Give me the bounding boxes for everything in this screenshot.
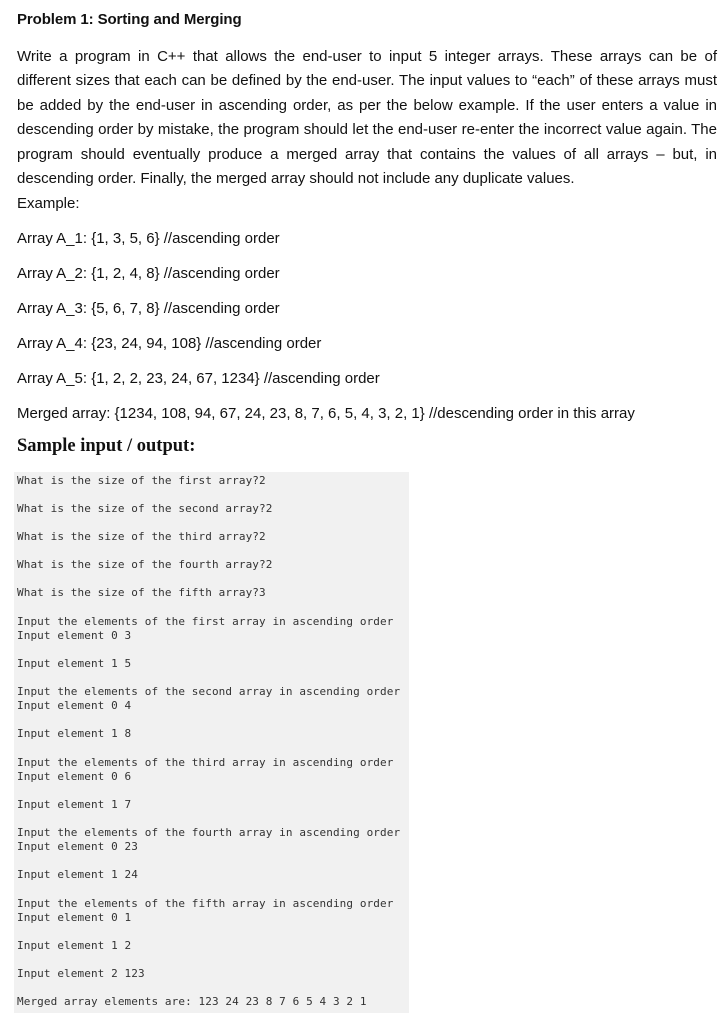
console-line: Input element 1 7: [17, 798, 132, 811]
console-line: Input element 0 1: [17, 911, 132, 924]
console-line: Input the elements of the fourth array in ascending order: [17, 826, 401, 839]
console-line: Input element 1 5: [17, 657, 132, 670]
console-line: Input element 1 2: [17, 939, 132, 952]
sample-io-heading: Sample input / output:: [17, 436, 196, 456]
example-array-1: Array A_1: {1, 3, 5, 6} //ascending order: [17, 230, 280, 247]
example-array-3: Array A_3: {5, 6, 7, 8} //ascending order: [17, 300, 280, 317]
example-merged-array: Merged array: {1234, 108, 94, 67, 24, 23, 8, 7, 6, 5, 4, 3, 2, 1} //descending order in this array: [17, 405, 635, 422]
console-line: Input the elements of the third array in ascending order: [17, 756, 394, 769]
console-line: Input the elements of the fifth array in ascending order: [17, 897, 394, 910]
console-line: What is the size of the fourth array?2: [17, 558, 273, 571]
console-line: What is the size of the first array?2: [17, 474, 266, 487]
problem-title: Problem 1: Sorting and Merging: [17, 11, 242, 28]
console-line: Input element 0 3: [17, 629, 132, 642]
example-label: Example:: [17, 195, 80, 212]
example-array-2: Array A_2: {1, 2, 4, 8} //ascending order: [17, 265, 280, 282]
console-line: What is the size of the third array?2: [17, 530, 266, 543]
console-line: Input element 2 123: [17, 967, 145, 980]
console-output-box: [14, 472, 409, 1013]
console-line: Input the elements of the second array in ascending order: [17, 685, 401, 698]
example-array-5: Array A_5: {1, 2, 2, 23, 24, 67, 1234} //ascending order: [17, 370, 380, 387]
problem-description: Write a program in C++ that allows the end-user to input 5 integer arrays. These arrays can be of different sizes that each can be defined by the end-user. The input values to “each” of these arrays must be added by the end-user in ascending order, as per the below example. If the user enters a value in descending order by mistake, the program should let the end-user re-enter the incorrect value again. The program should eventually produce a merged array that contains the values of all arrays – but, in descending order. Finally, the merged array should not include any duplicate values.: [17, 48, 717, 188]
console-line: Input the elements of the first array in ascending order: [17, 615, 394, 628]
console-line: Input element 1 8: [17, 727, 132, 740]
console-line: Input element 0 6: [17, 770, 132, 783]
console-line: Input element 1 24: [17, 868, 139, 881]
console-line: Input element 0 23: [17, 840, 139, 853]
example-array-4: Array A_4: {23, 24, 94, 108} //ascending order: [17, 335, 322, 352]
console-merged-output: Merged array elements are: 123 24 23 8 7 6 5 4 3 2 1: [17, 995, 367, 1008]
console-line: Input element 0 4: [17, 699, 132, 712]
console-line: What is the size of the fifth array?3: [17, 586, 266, 599]
console-line: What is the size of the second array?2: [17, 502, 273, 515]
